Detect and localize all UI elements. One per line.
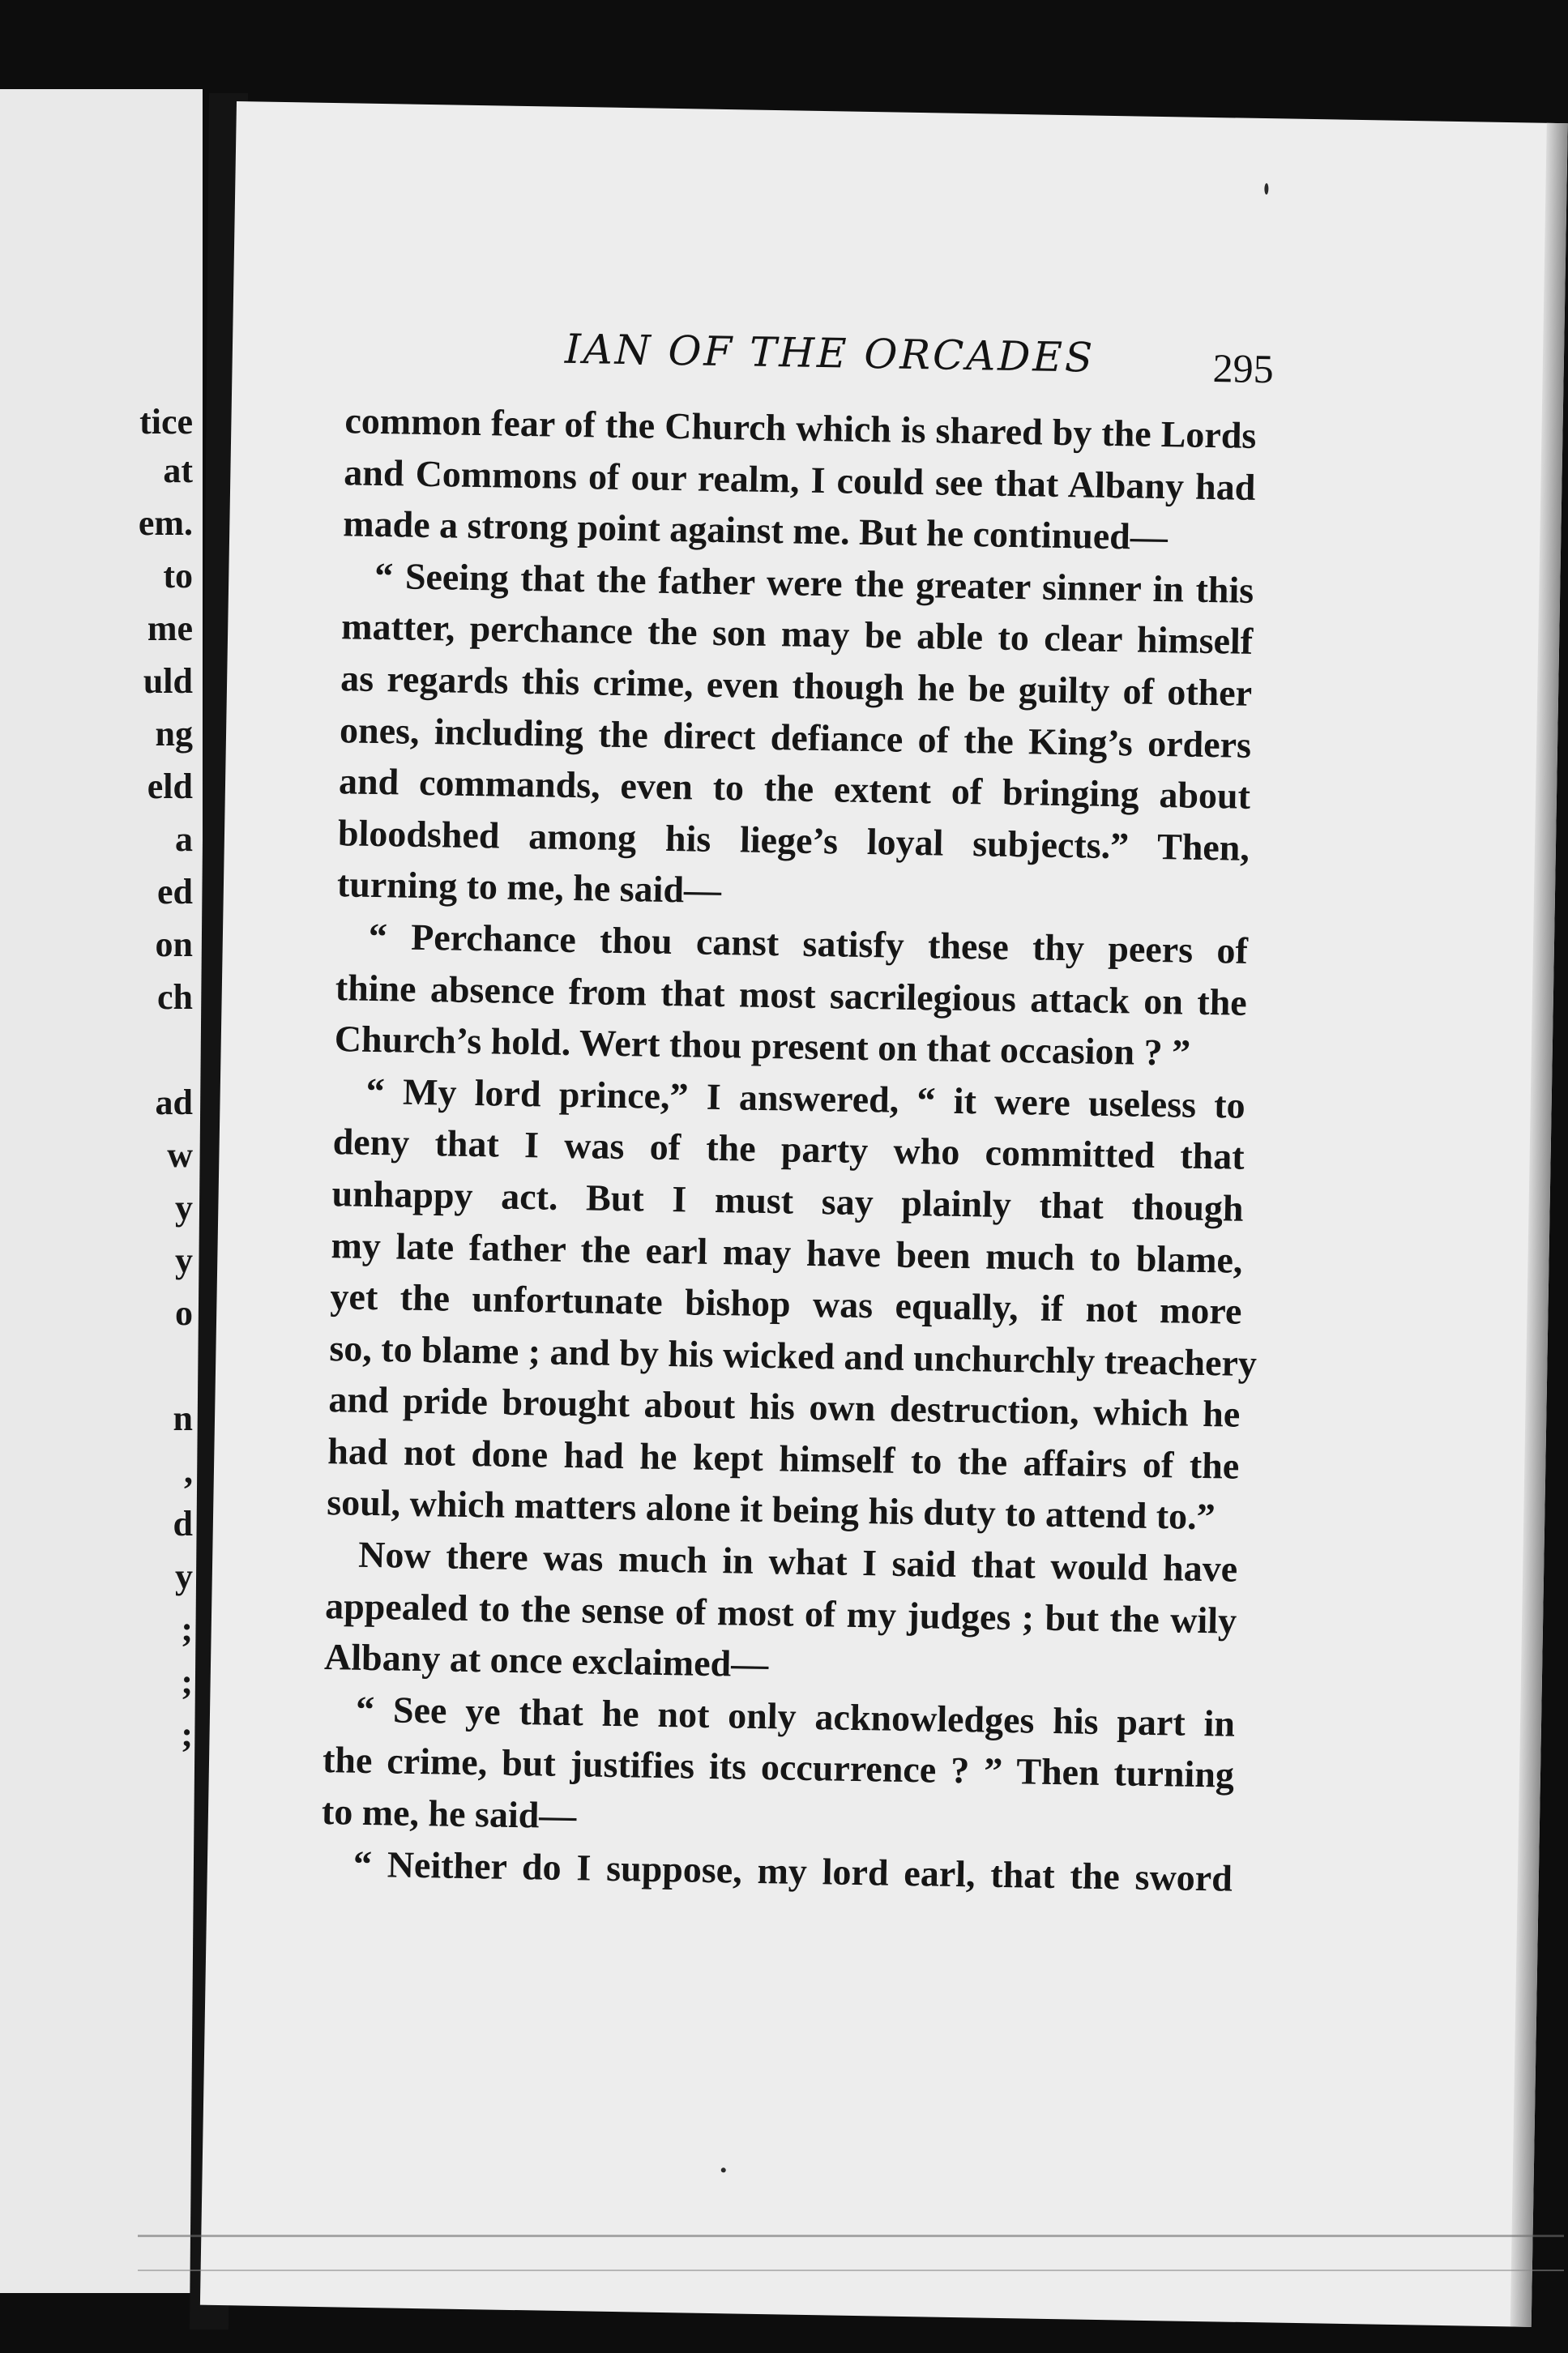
text-line: the crime, but justifies its occurrence ? ” Then turning [322,1739,1235,1796]
left-page-fragment: to [163,556,193,596]
text-line: as regards this crime, even though he be guilty of other [340,657,1253,714]
left-page-fragment: ed [157,872,193,912]
left-page-fragment: o [175,1293,193,1333]
text-line: my late father the earl may have been much to blame, [331,1223,1243,1281]
left-page-fragment: y [175,1241,193,1280]
running-title: IAN OF THE ORCADES [564,325,1096,382]
left-page-fragment: n [173,1399,193,1438]
left-page-fragment: ad [155,1083,193,1122]
left-page-fragment: eld [147,767,193,806]
text-line: and pride brought about his own destruction, which he [328,1378,1241,1436]
text-line: ones, including the direct defiance of the King’s orders [339,708,1252,766]
text-line: “ See ye that he not only acknowledges his part in [355,1688,1236,1744]
scan-speck [1264,183,1268,194]
text-line: Church’s hold. Wert thou present on that occasion ? ” [334,1018,1191,1074]
left-page-fragment: a [175,819,193,859]
right-page [200,101,1568,2327]
text-line: Albany at once exclaimed— [323,1636,769,1685]
text-line: common fear of the Church which is shared by the Lords [344,399,1257,456]
left-page-fragment: y [175,1188,193,1228]
text-line: “ My lord prince,” I answered, “ it were useless to [365,1070,1246,1126]
text-line: bloodshed among his liege’s loyal subjects.” Then, [337,811,1250,869]
text-line: and Commons of our realm, I could see that Albany had [344,451,1256,508]
text-line: turning to me, he said— [336,863,722,912]
left-page-fragment: ch [157,977,193,1017]
left-page-fragment: ; [181,1715,193,1754]
text-line: soul, which matters alone it being his duty to attend to.” [326,1481,1216,1538]
page-header [232,320,1564,399]
left-page-edge [0,89,203,2293]
text-line: deny that I was of the party who committed that [332,1121,1245,1178]
page-edge-shadow [1510,123,1568,2327]
text-line: Now there was much in what I said that would have [357,1533,1238,1590]
left-page-fragment: y [175,1557,193,1596]
page-number: 295 [1212,345,1275,392]
left-page-fragment: , [184,1451,193,1491]
text-line: made a strong point against me. But he continued— [342,502,1169,558]
left-page-fragment: uld [143,661,193,701]
left-page-fragment: ng [155,714,193,754]
left-page-fragment: ; [181,1609,193,1649]
text-line: “ Neither do I suppose, my lord earl, that the sword [352,1843,1233,1899]
left-page-fragment: w [167,1135,193,1175]
body-text [320,395,1256,1904]
text-line: thine absence from that most sacrilegious attack on the [335,966,1248,1023]
page-bottom-edge [138,2235,1564,2271]
left-page-fragment: em. [138,503,193,543]
text-line: “ Seeing that the father were the greater sinner in this [374,554,1254,611]
left-page-fragment: me [147,609,193,648]
left-page-fragment: at [163,451,193,490]
scan-speck [721,2167,726,2172]
text-line: unhappy act. But I must say plainly that though [331,1172,1244,1229]
text-line: had not done had he kept himself to the affairs of the [327,1429,1240,1487]
text-line: “ Perchance thou canst satisfy these thy peers of [368,915,1249,972]
text-line: so, to blame ; and by his wicked and unchurchly treachery [329,1326,1258,1384]
left-page-fragment: tice [139,402,193,442]
text-line: appealed to the sense of most of my judges ; but the wily [324,1584,1237,1642]
text-line: and commands, even to the extent of bringing about [338,760,1251,818]
text-line: to me, he said— [321,1791,577,1837]
left-page-fragment: d [173,1504,193,1544]
text-line: matter, perchance the son may be able to clear himself [340,605,1254,663]
text-line: yet the unfortunate bishop was equally, if not more [330,1275,1242,1332]
left-page-fragment: ; [181,1662,193,1702]
left-page-fragment: on [155,925,193,964]
